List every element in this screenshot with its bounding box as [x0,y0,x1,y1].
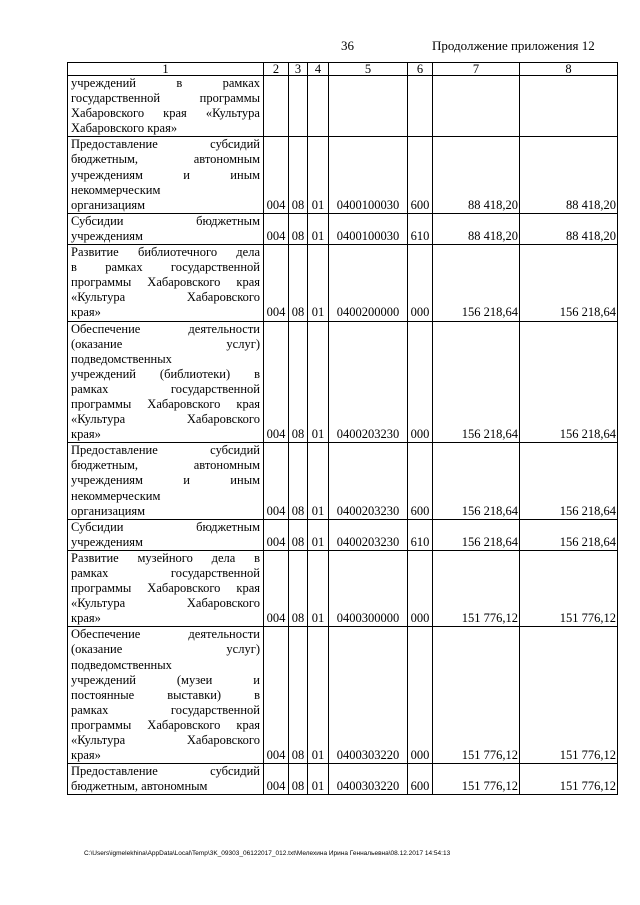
subsection-cell: 01 [308,321,329,443]
name-line: бюджетным, автономным [71,152,260,167]
code-cell: 004 [264,321,289,443]
section-cell: 08 [289,213,308,244]
table-row [68,245,618,321]
subsection-cell: 01 [308,137,329,213]
amount-cell: 88 418,20 [520,137,618,213]
name-line: учреждениям [71,534,143,549]
expense-type-cell: 000 [408,550,433,626]
name-line: бюджетным, автономным [71,458,260,473]
file-path-footer: C:\Users\igmelekhina\AppData\Local\Temp\3K_09303_06122017_012.txt\Мелехина Ирина Геннальевна\08.12.2017 14:54:13 [84,850,451,857]
target-article-cell: 0400303220 [329,627,408,764]
amount-cell: 151 776,12 [433,627,520,764]
amount-cell: 156 218,64 [520,443,618,519]
code-cell: 004 [264,550,289,626]
subsection-cell: 01 [308,519,329,550]
target-article-cell: 0400203230 [329,443,408,519]
row-name-cell [68,76,264,137]
name-line: программы Хабаровского края [71,396,260,411]
name-line: учреждений в рамках [71,76,260,90]
section-cell: 08 [289,321,308,443]
amount-cell: 156 218,64 [433,443,520,519]
section-cell: 08 [289,245,308,321]
row-name-cell [68,519,264,550]
continuation-title: Продолжение приложения 12 [432,38,595,53]
name-line: организациям [71,197,146,212]
amount-cell: 151 776,12 [520,550,618,626]
column-header: 5 [329,63,408,76]
name-line: подведомственных [71,351,172,366]
header-row [68,63,618,76]
page-number: 36 [341,38,354,53]
row-name-cell [68,245,264,321]
name-line: учреждениям и иным [71,167,260,182]
target-article-cell: 0400100030 [329,213,408,244]
amount-cell: 156 218,64 [433,321,520,443]
amount-cell: 151 776,12 [520,764,618,795]
name-line: учреждений (библиотеки) в [71,366,260,381]
amount-cell [520,76,618,137]
row-name-cell [68,137,264,213]
target-article-cell [329,76,408,137]
table-row [68,321,618,443]
code-cell: 004 [264,245,289,321]
amount-cell: 88 418,20 [520,213,618,244]
column-header: 4 [308,63,329,76]
amount-cell: 156 218,64 [520,321,618,443]
expense-type-cell: 000 [408,321,433,443]
subsection-cell [308,76,329,137]
name-line: Субсидии бюджетным [71,213,260,228]
name-line: Развитие музейного дела в [71,550,260,565]
section-cell: 08 [289,137,308,213]
name-line: бюджетным, автономным [71,779,208,794]
name-line: рамках государственной [71,381,260,396]
name-line: рамках государственной [71,566,260,580]
target-article-cell: 0400300000 [329,550,408,626]
name-line: края» [71,305,101,320]
name-line: в рамках государственной [71,260,260,275]
name-line: некоммерческим [71,488,161,503]
name-line: учреждениям [71,228,143,243]
expense-type-cell: 000 [408,245,433,321]
subsection-cell: 01 [308,627,329,764]
table-row [68,550,618,626]
row-name-cell [68,550,264,626]
name-line: Обеспечение деятельности [71,321,260,336]
target-article-cell: 0400200000 [329,245,408,321]
amount-cell: 156 218,64 [520,245,618,321]
appendix-table [67,62,618,795]
section-cell: 08 [289,550,308,626]
amount-cell: 156 218,64 [433,519,520,550]
section-cell: 08 [289,627,308,764]
subsection-cell: 01 [308,764,329,795]
section-cell: 08 [289,764,308,795]
table-row [68,443,618,519]
name-line: «Культура Хабаровского [71,596,260,611]
name-line: края» [71,427,101,442]
name-line: Субсидии бюджетным [71,519,260,534]
name-line: программы Хабаровского края [71,581,260,596]
name-line: программы Хабаровского края [71,717,260,732]
name-line: организациям [71,503,146,518]
code-cell [264,76,289,137]
subsection-cell: 01 [308,245,329,321]
name-line: края» [71,748,101,763]
name-line: (оказание услуг) [71,336,260,351]
expense-type-cell: 000 [408,627,433,764]
name-line: Предоставление субсидий [71,764,260,779]
name-line: края» [71,611,101,626]
name-line: подведомственных [71,657,172,672]
name-line: Хабаровского края» [71,121,178,136]
table-row [68,627,618,764]
name-line: Предоставление субсидий [71,443,260,458]
amount-cell: 88 418,20 [433,137,520,213]
subsection-cell: 01 [308,213,329,244]
name-line: некоммерческим [71,182,161,197]
name-line: Обеспечение деятельности [71,627,260,642]
code-cell: 004 [264,213,289,244]
name-line: учреждений (музеи и [71,672,260,687]
amount-cell [433,76,520,137]
name-line: «Культура Хабаровского [71,290,260,305]
name-line: Предоставление субсидий [71,137,260,152]
expense-type-cell: 610 [408,519,433,550]
expense-type-cell: 600 [408,443,433,519]
subsection-cell: 01 [308,550,329,626]
name-line: «Культура Хабаровского [71,412,260,427]
name-line: программы Хабаровского края [71,275,260,290]
table-row [68,213,618,244]
table-row [68,137,618,213]
subsection-cell: 01 [308,443,329,519]
name-line: учреждениям и иным [71,473,260,488]
column-header: 3 [289,63,308,76]
expense-type-cell: 610 [408,213,433,244]
row-name-cell [68,443,264,519]
column-header: 1 [68,63,264,76]
column-header: 6 [408,63,433,76]
table-row [68,519,618,550]
amount-cell: 88 418,20 [433,213,520,244]
row-name-cell [68,213,264,244]
expense-type-cell: 600 [408,137,433,213]
code-cell: 004 [264,443,289,519]
target-article-cell: 0400203230 [329,321,408,443]
section-cell: 08 [289,519,308,550]
table-row [68,76,618,137]
amount-cell: 151 776,12 [433,764,520,795]
code-cell: 004 [264,519,289,550]
amount-cell: 156 218,64 [520,519,618,550]
target-article-cell: 0400100030 [329,137,408,213]
amount-cell: 156 218,64 [433,245,520,321]
row-name-cell [68,627,264,764]
section-cell: 08 [289,443,308,519]
name-line: государственной программы [71,91,260,106]
column-header: 7 [433,63,520,76]
name-line: рамках государственной [71,702,260,717]
row-name-cell [68,764,264,795]
name-line: (оказание услуг) [71,642,260,657]
column-header: 2 [264,63,289,76]
amount-cell: 151 776,12 [433,550,520,626]
name-line: Развитие библиотечного дела [71,245,260,260]
section-cell [289,76,308,137]
name-line: Хабаровского края «Культура [71,106,260,121]
expense-type-cell [408,76,433,137]
target-article-cell: 0400303220 [329,764,408,795]
expense-type-cell: 600 [408,764,433,795]
row-name-cell [68,321,264,443]
target-article-cell: 0400203230 [329,519,408,550]
code-cell: 004 [264,764,289,795]
code-cell: 004 [264,627,289,764]
name-line: постоянные выставки) в [71,687,260,702]
amount-cell: 151 776,12 [520,627,618,764]
name-line: «Культура Хабаровского [71,733,260,748]
code-cell: 004 [264,137,289,213]
table-row [68,764,618,795]
column-header: 8 [520,63,618,76]
